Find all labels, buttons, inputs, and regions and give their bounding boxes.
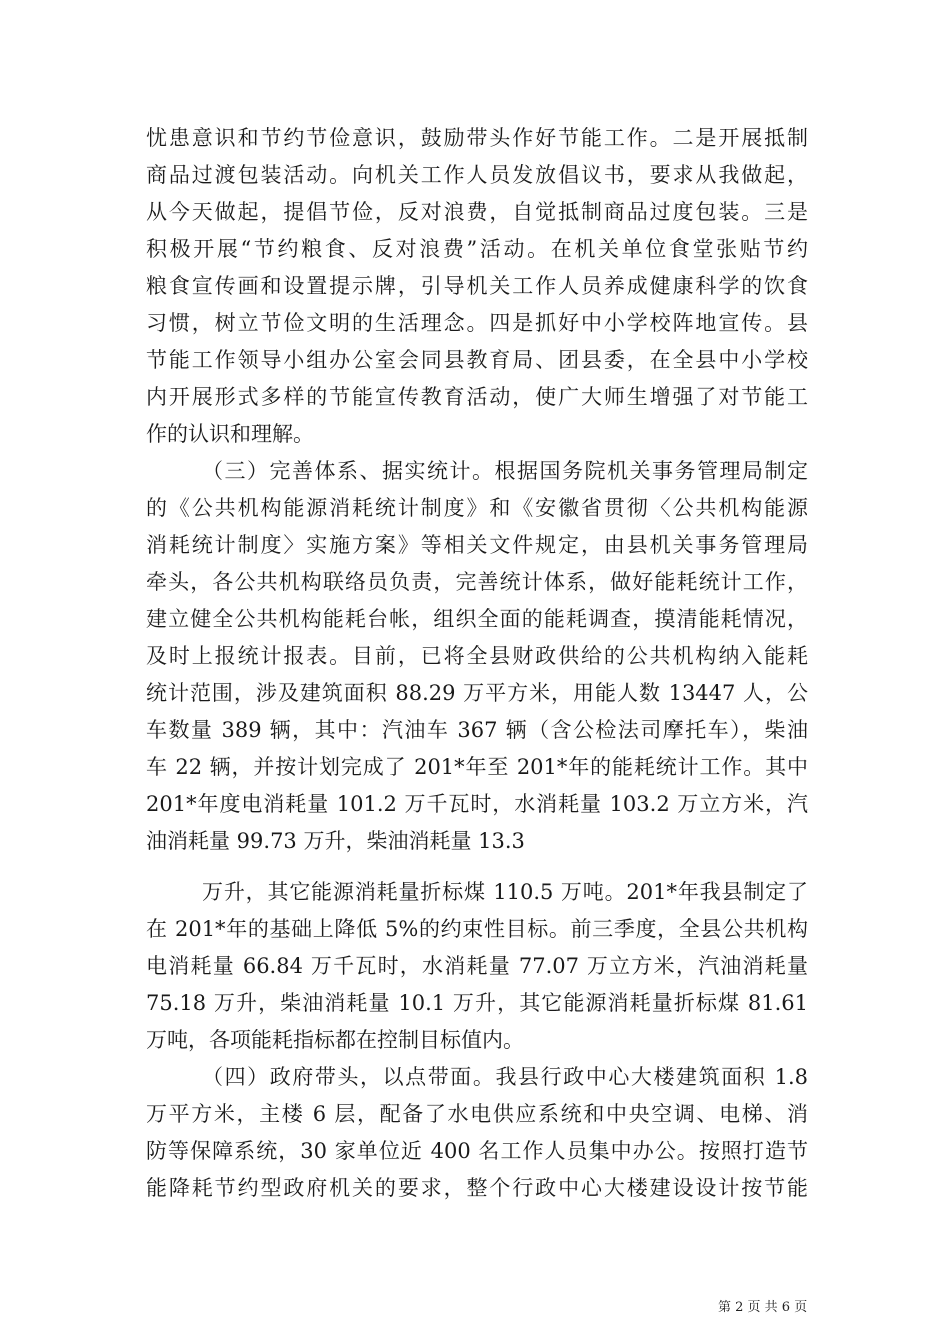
- text-line: 从今天做起，提倡节俭，反对浪费，自觉抵制商品过度包装。三是: [146, 200, 808, 224]
- text-line: 习惯，树立节俭文明的生活理念。四是抓好中小学校阵地宣传。县: [146, 311, 808, 335]
- text-line: 车 22 辆，并按计划完成了 201*年至 201*年的能耗统计工作。其中: [146, 755, 808, 779]
- text-line: 忧患意识和节约节俭意识，鼓励带头作好节能工作。二是开展抵制: [146, 126, 808, 150]
- text-line: 在 201*年的基础上降低 5%的约束性目标。前三季度，全县公共机构: [146, 917, 808, 941]
- body-text: [146, 120, 808, 1207]
- text-line: 消耗统计制度〉实施方案》等相关文件规定，由县机关事务管理局: [146, 533, 808, 557]
- text-line: 粮食宣传画和设置提示牌，引导机关工作人员养成健康科学的饮食: [146, 274, 808, 298]
- text-line: 作的认识和理解。: [146, 422, 314, 446]
- text-line: 防等保障系统，30 家单位近 400 名工作人员集中办公。按照打造节: [146, 1139, 808, 1163]
- text-line: 节能工作领导小组办公室会同县教育局、团县委，在全县中小学校: [146, 348, 808, 372]
- text-line: 75.18 万升，柴油消耗量 10.1 万升，其它能源消耗量折标煤 81.61: [146, 991, 808, 1015]
- section-heading-line: （三）完善体系、据实统计。根据国务院机关事务管理局制定: [202, 459, 808, 483]
- text-line: 的《公共机构能源消耗统计制度》和《安徽省贯彻〈公共机构能源: [146, 496, 808, 520]
- text-line: 能降耗节约型政府机关的要求，整个行政中心大楼建设设计按节能: [146, 1176, 808, 1200]
- text-line: 及时上报统计报表。目前，已将全县财政供给的公共机构纳入能耗: [146, 644, 808, 668]
- text-line: 内开展形式多样的节能宣传教育活动，使广大师生增强了对节能工: [146, 385, 808, 409]
- text-line: 牵头，各公共机构联络员负责，完善统计体系，做好能耗统计工作，: [146, 570, 808, 594]
- text-line: 商品过渡包装活动。向机关工作人员发放倡议书，要求从我做起，: [146, 163, 808, 187]
- text-line: 万平方米，主楼 6 层，配备了水电供应系统和中央空调、电梯、消: [146, 1102, 808, 1126]
- page-number: 第 2 页 共 6 页: [718, 1300, 808, 1315]
- text-line: 201*年度电消耗量 101.2 万千瓦时，水消耗量 103.2 万立方米，汽: [146, 792, 808, 816]
- section-heading-line: （四）政府带头，以点带面。我县行政中心大楼建筑面积 1.8: [202, 1065, 808, 1089]
- text-line: 电消耗量 66.84 万千瓦时，水消耗量 77.07 万立方米，汽油消耗量: [146, 954, 808, 978]
- text-line: 统计范围，涉及建筑面积 88.29 万平方米，用能人数 13447 人，公: [146, 681, 808, 705]
- text-line: 万升，其它能源消耗量折标煤 110.5 万吨。201*年我县制定了: [202, 880, 808, 904]
- text-line: 油消耗量 99.73 万升，柴油消耗量 13.3: [146, 829, 525, 853]
- text-line: 万吨，各项能耗指标都在控制目标值内。: [146, 1028, 524, 1052]
- text-line: 积极开展“节约粮食、反对浪费”活动。在机关单位食堂张贴节约: [146, 237, 808, 261]
- text-line: 建立健全公共机构能耗台帐，组织全面的能耗调查，摸清能耗情况，: [146, 607, 808, 631]
- text-line: 车数量 389 辆，其中：汽油车 367 辆（含公检法司摩托车），柴油: [146, 718, 808, 742]
